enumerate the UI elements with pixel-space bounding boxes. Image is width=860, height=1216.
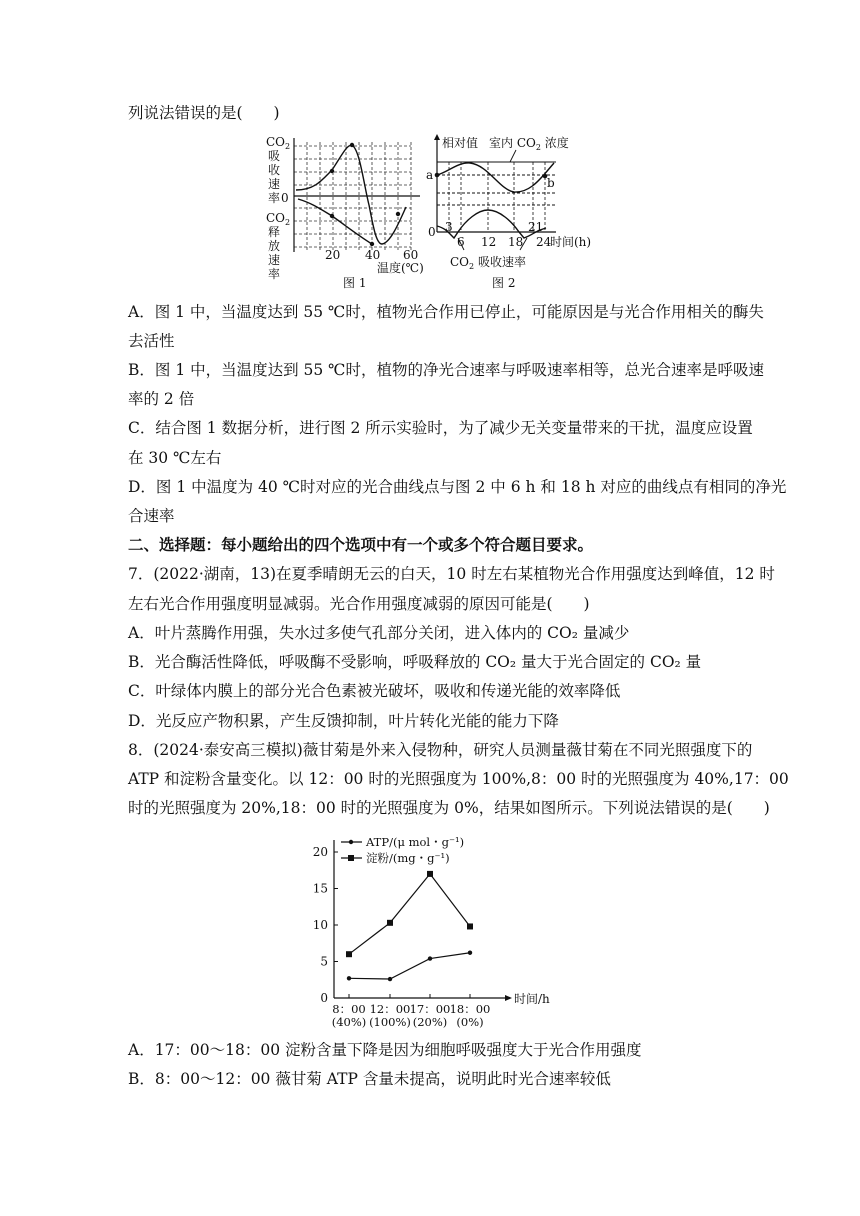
q6-option-b-line1: B．图 1 中，当温度达到 55 ℃时，植物的净光合速率与呼吸速率相等，总光合速率是呼吸速 — [128, 361, 765, 379]
q8-starch-point — [346, 951, 352, 957]
q8-stem-line2: ATP 和淀粉含量变化。以 12：00 时的光照强度为 100%,8：00 时的光照强度为 40%,17：00 — [128, 770, 789, 788]
q8-xtick-light: (0%) — [456, 1015, 484, 1029]
q7-option-b: B．光合酶活性降低，呼吸酶不受影响，呼吸释放的 CO₂ 量大于光合固定的 CO₂ 量 — [128, 653, 702, 671]
q8-option-a: A．17：00～18：00 淀粉含量下降是因为细胞呼吸强度大于光合作用强度 — [128, 1041, 642, 1059]
q6-stem-tail: 列说法错误的是( ) — [128, 104, 280, 122]
q8-legend-atp-label: ATP/(μ mol・g⁻¹) — [366, 835, 465, 849]
fig1-caption: 图 1 — [343, 276, 367, 290]
fig2-zero-label: 0 — [428, 225, 436, 239]
q8-atp-point — [347, 976, 351, 980]
q7-stem-line2: 左右光合作用强度明显减弱。光合作用强度减弱的原因可能是( ) — [128, 595, 590, 613]
fig2-top-label: 室内 $CO_2$ 浓度 — [489, 136, 569, 152]
fig2-label-b: b — [547, 176, 555, 190]
q8-starch-line — [349, 874, 470, 954]
fig2-xlabel: 时间(h) — [550, 235, 592, 249]
fig2-co2-concentration-curve — [437, 163, 554, 192]
fig1-xtick-60: 60 — [403, 248, 419, 262]
q8-xtick-light: (20%) — [412, 1015, 448, 1029]
q8-ytick-label: 5 — [320, 954, 328, 969]
q8-atp-starch-chart — [290, 820, 860, 1040]
fig2-tick-18: 18 — [508, 235, 524, 249]
fig1-xlabel: 温度(℃) — [377, 261, 424, 275]
q8-stem-line3: 时的光照强度为 20%,18：00 时的光照强度为 0%，结果如图所示。下列说法错误的是( ) — [128, 799, 770, 817]
q8-x-arrow — [505, 995, 512, 1001]
fig1-point-c — [370, 242, 374, 246]
figure-1 — [266, 135, 424, 290]
q8-starch-point — [387, 920, 393, 926]
fig2-tick-6: 6 — [457, 235, 465, 249]
q8-stem-line1: 8．(2024·泰安高三模拟)薇甘菊是外来入侵物种，研究人员测量薇甘菊在不同光照强度下的 — [128, 741, 753, 759]
q8-xtick-time: 18：00 — [449, 1002, 491, 1016]
fig1-point-b — [330, 214, 334, 218]
fig2-tick-3: 3 — [445, 220, 453, 234]
fig1-ylabel-bottom: $CO_2$ 释 放 速 率 — [266, 211, 291, 281]
q8-atp-point — [388, 977, 392, 981]
fig2-curve-label: $CO_2$ 吸收速率 — [450, 255, 526, 271]
q8-ytick-label: 20 — [312, 845, 328, 859]
q7-option-a: A．叶片蒸腾作用强，失水过多使气孔部分关闭，进入体内的 CO₂ 量减少 — [128, 624, 630, 642]
q6-option-a-line1: A．图 1 中，当温度达到 55 ℃时，植物光合作用已停止，可能原因是与光合作用相关的酶失 — [128, 303, 764, 321]
q6-option-d-line2: 合速率 — [128, 507, 175, 525]
fig2-y-arrow — [434, 134, 440, 140]
q8-xtick-time: 17：00 — [409, 1002, 451, 1016]
fig2-tick-21: 21 — [528, 220, 544, 234]
q8-atp-point — [428, 956, 432, 960]
q8-option-b: B．8：00～12：00 薇甘菊 ATP 含量未提高，说明此时光合速率较低 — [128, 1070, 611, 1088]
q8-xtick-time: 12：00 — [369, 1002, 411, 1016]
fig1-point-d — [396, 212, 400, 216]
fig2-label-a: a — [426, 168, 434, 182]
fig1-zero-label: 0 — [281, 191, 289, 205]
q8-atp-point — [468, 951, 472, 955]
fig2-tick-24: 24 — [536, 235, 552, 249]
fig2-ylabel: 相对值 — [442, 136, 479, 150]
q8-legend-atp-marker — [349, 840, 353, 844]
q7-option-d: D．光反应产物积累，产生反馈抑制，叶片转化光能的能力下降 — [128, 712, 559, 730]
q6-option-c-line2: 在 30 ℃左右 — [128, 449, 222, 467]
q8-ytick-label: 15 — [312, 881, 328, 896]
q8-starch-point — [467, 923, 473, 929]
q8-xtick-light: (40%) — [331, 1015, 367, 1029]
fig1-point-peak — [350, 143, 354, 147]
q6-option-c-line1: C．结合图 1 数据分析，进行图 2 所示实验时，为了减少无关变量带来的干扰，温度应设置 — [128, 419, 753, 437]
q8-ytick-label: 0 — [320, 991, 328, 1005]
q8-legend-starch-marker — [348, 855, 354, 861]
fig2-caption: 图 2 — [492, 276, 516, 290]
q8-legend-starch-label: 淀粉/(mg・g⁻¹) — [366, 851, 450, 865]
figure-2 — [426, 134, 591, 290]
q8-ytick-label: 10 — [312, 918, 328, 932]
fig1-respiration-curve — [298, 199, 372, 244]
fig2-label-leader — [510, 150, 516, 162]
fig1-ylabel-top: $CO_2$ 吸 收 速 率 — [266, 135, 291, 205]
section-heading: 二、选择题：每小题给出的四个选项中有一个或多个符合题目要求。 — [128, 535, 594, 554]
fig1-xtick-20: 20 — [325, 248, 341, 262]
q6-option-b-line2: 率的 2 倍 — [128, 390, 195, 408]
q8-x-axis-label: 时间/h — [514, 992, 550, 1006]
q8-atp-line — [349, 953, 470, 979]
fig2-point-a — [435, 173, 440, 178]
fig1-xtick-40: 40 — [365, 248, 381, 262]
q8-xtick-time: 8：00 — [332, 1002, 366, 1016]
q7-option-c: C．叶绿体内膜上的部分光合色素被光破坏，吸收和传递光能的效率降低 — [128, 682, 621, 700]
q8-xtick-light: (100%) — [369, 1015, 411, 1029]
q6-option-a-line2: 去活性 — [128, 332, 175, 350]
q6-option-d-line1: D．图 1 中温度为 40 ℃时对应的光合曲线点与图 2 中 6 h 和 18 h 对应的曲线点有相同的净光 — [128, 478, 787, 496]
fig2-tick-12: 12 — [481, 235, 497, 249]
fig1-point-a — [330, 169, 334, 173]
q7-stem-line1: 7．(2022·湖南，13)在夏季晴朗无云的白天，10 时左右某植物光合作用强度达到峰值，12 时 — [128, 565, 775, 583]
q8-starch-point — [427, 871, 433, 877]
